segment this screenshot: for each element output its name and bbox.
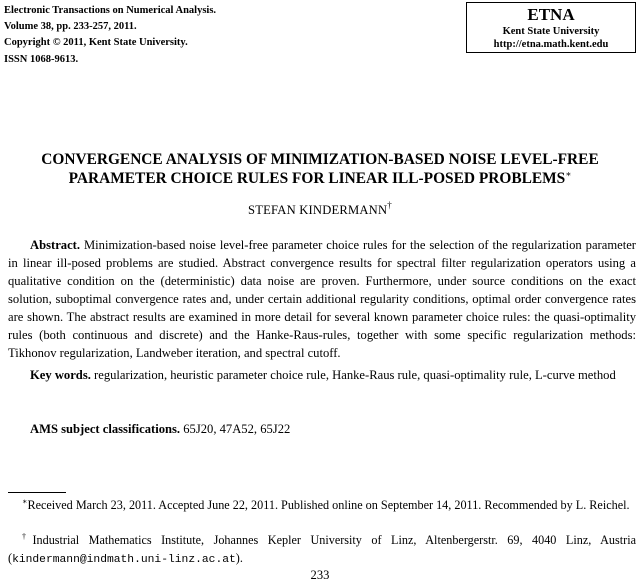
author-footnote-mark: †: [387, 200, 392, 210]
article-title: [0, 150, 640, 188]
abstract-label: Abstract.: [30, 238, 81, 252]
footnote-received-mark: ∗: [22, 497, 28, 506]
article-title-line-1: CONVERGENCE ANALYSIS OF MINIMIZATION-BASED NOISE LEVEL-FREE: [41, 151, 599, 168]
title-footnote-mark: ∗: [565, 169, 572, 179]
author-name: STEFAN KINDERMANN: [248, 203, 388, 217]
journal-issn: ISSN 1068-9613.: [4, 53, 79, 65]
abstract-text: Minimization-based noise level-free parameter choice rules for the selection of the regularization parameter in linear ill-posed problems are studied. Abstract convergence results for spectral filter regularization operators using a qualitative condition on the (deterministic) data noise are proven. Furthermore, under source conditions on the exact solution, suboptimal convergence rates and, under certain additional regularity conditions, optimal order convergence rates are shown. The abstract results are examined in more detail for several known parameter choice rules: the quasi-optimality rules (both continuous and discrete) and the Hanke-Raus-rules, together with some specific regularization methods: Tikhonov regularization, Landweber iteration, and spectral cutoff.: [8, 238, 636, 360]
footnote-rule: [8, 492, 66, 493]
ams-label: AMS subject classifications.: [30, 422, 181, 436]
author: [0, 200, 640, 218]
footnote-affiliation-close: ).: [235, 550, 243, 565]
footnote-affiliation: [8, 532, 636, 569]
ams-text: 65J20, 47A52, 65J22: [183, 422, 291, 436]
etna-url[interactable]: http://etna.math.kent.edu: [493, 39, 609, 50]
journal-volume: Volume 38, pp. 233-257, 2011.: [4, 21, 137, 33]
keywords: [8, 366, 636, 384]
page-number: 233: [310, 568, 330, 582]
journal-name: Electronic Transactions on Numerical Analysis.: [4, 5, 217, 16]
keywords-text: regularization, heuristic parameter choice rule, Hanke-Raus rule, quasi-optimality rule, L-curve method: [94, 368, 616, 382]
etna-box: [466, 2, 636, 53]
keywords-label: Key words.: [30, 368, 91, 382]
article-title-line-2: [0, 169, 640, 188]
article-title-line-2-text: PARAMETER CHOICE RULES FOR LINEAR ILL-POSED PROBLEMS: [68, 170, 566, 187]
footnote-received-text: Received March 23, 2011. Accepted June 22, 2011. Published online on September 14, 2011. Recommended by L. Reichel.: [27, 498, 630, 512]
ams-classifications: [8, 420, 636, 438]
footnote-affiliation-text: Industrial Mathematics Institute, Johannes Kepler University of Linz, Altenbergerstr. 69, 4040 Linz, Austria (: [8, 533, 636, 565]
journal-copyright: Copyright © 2011, Kent State University.: [4, 37, 188, 49]
author-email-link[interactable]: kindermann@indmath.uni-linz.ac.at: [12, 553, 236, 566]
footnote-affiliation-mark: †: [22, 532, 33, 541]
etna-title: ETNA: [527, 5, 575, 24]
footnote-received: [8, 497, 636, 515]
etna-university: Kent State University: [502, 26, 600, 37]
abstract: [8, 236, 636, 362]
journal-info: [4, 3, 216, 68]
